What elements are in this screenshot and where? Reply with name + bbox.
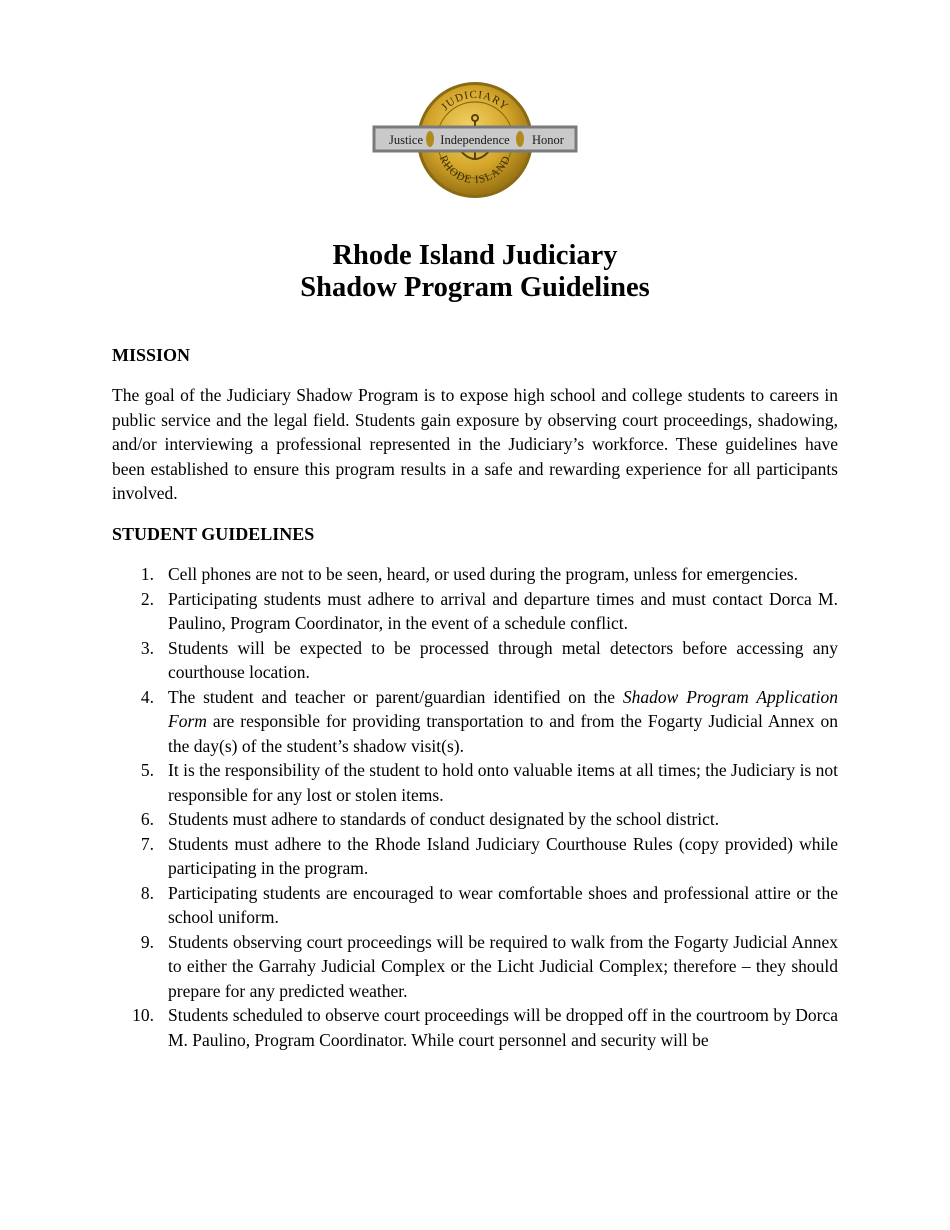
judiciary-seal-logo [372,80,578,200]
document-title [0,240,950,304]
student-guidelines-list [112,562,838,1052]
list-item-text-post: are responsible for providing transportation to and from the Fogarty Judicial Annex on the day(s) of the student’s shadow visit(s). [168,711,838,756]
list-item [112,881,838,930]
list-item-number: 2. [140,588,154,609]
list-item-text: Students must adhere to standards of conduct designated by the school district. [168,809,720,829]
list-item-number: 9. [140,931,154,952]
list-item-number: 4. [140,686,154,707]
list-item-number: 3. [140,637,154,658]
list-item-text: Participating students are encouraged to wear comfortable shoes and professional attire or the school uniform. [168,882,838,927]
list-item [112,1003,838,1052]
mission-paragraph: The goal of the Judiciary Shadow Program is to expose high school and college students to careers in public service and the legal field. Students gain exposure by observing court proceedings, shadowing, and/or interviewing a professional represented in the Judiciary’s workforce. These guidelines have been established to ensure this program results in a safe and rewarding experience for all participants involved. [112,385,838,503]
list-item-text: Students must adhere to the Rhode Island Judiciary Courthouse Rules (copy provided) while participating in the program. [168,833,838,878]
list-item [112,587,838,636]
list-item [112,930,838,1004]
list-item [112,685,838,759]
title-line-2: Shadow Program Guidelines [300,272,650,303]
list-item-text: It is the responsibility of the student to hold onto valuable items at all times; the Judiciary is not responsible for any lost or stolen items. [168,760,838,805]
title-line-1: Rhode Island Judiciary [332,240,618,271]
list-item-text: Participating students must adhere to arrival and departure times and must contact Dorca M. Paulino, Program Coordinator, in the event of a schedule conflict. [168,588,838,633]
list-item-text: Cell phones are not to be seen, heard, or used during the program, unless for emergencies. [168,564,798,584]
list-item [112,807,838,832]
list-item-text [168,685,838,759]
list-item [112,758,838,807]
seal-top-text: JUDICIARY [439,88,511,114]
list-item-number: 8. [140,882,154,903]
list-item-number: 5. [140,760,154,780]
seal-bottom-text: RHODE ISLAND [436,153,514,187]
mission-heading: MISSION [112,345,191,365]
list-item-text: Students will be expected to be processed through metal detectors before accessing any courthouse location. [168,637,838,682]
banner-word-justice: Justice [388,133,424,147]
list-item-text-pre: The student and teacher or parent/guardian identified on the [168,686,623,707]
student-guidelines-heading: STUDENT GUIDELINES [112,524,315,544]
seal-graphic [372,80,578,200]
list-item [112,562,838,587]
list-item-number: 6. [140,809,154,829]
list-item-number: 7. [140,833,154,854]
form-title-italic: Shadow Program Application Form [168,686,839,731]
banner-word-independence: Independence [440,133,510,147]
banner-word-honor: Honor [532,133,564,147]
list-item-number: 10. [132,1005,154,1025]
list-item-text: Students observing court proceedings will be required to walk from the Fogarty Judicial Annex to either the Garrahy Judicial Complex or the Licht Judicial Complex; therefore – they should prepare for any predicted weather. [168,931,838,1001]
list-item-number: 1. [140,564,154,584]
list-item [112,832,838,881]
list-item [112,636,838,685]
list-item-text: Students scheduled to observe court proceedings will be dropped off in the courtroom by Dorca M. Paulino, Program Coordinator. While court personnel and security will be [168,1005,838,1050]
